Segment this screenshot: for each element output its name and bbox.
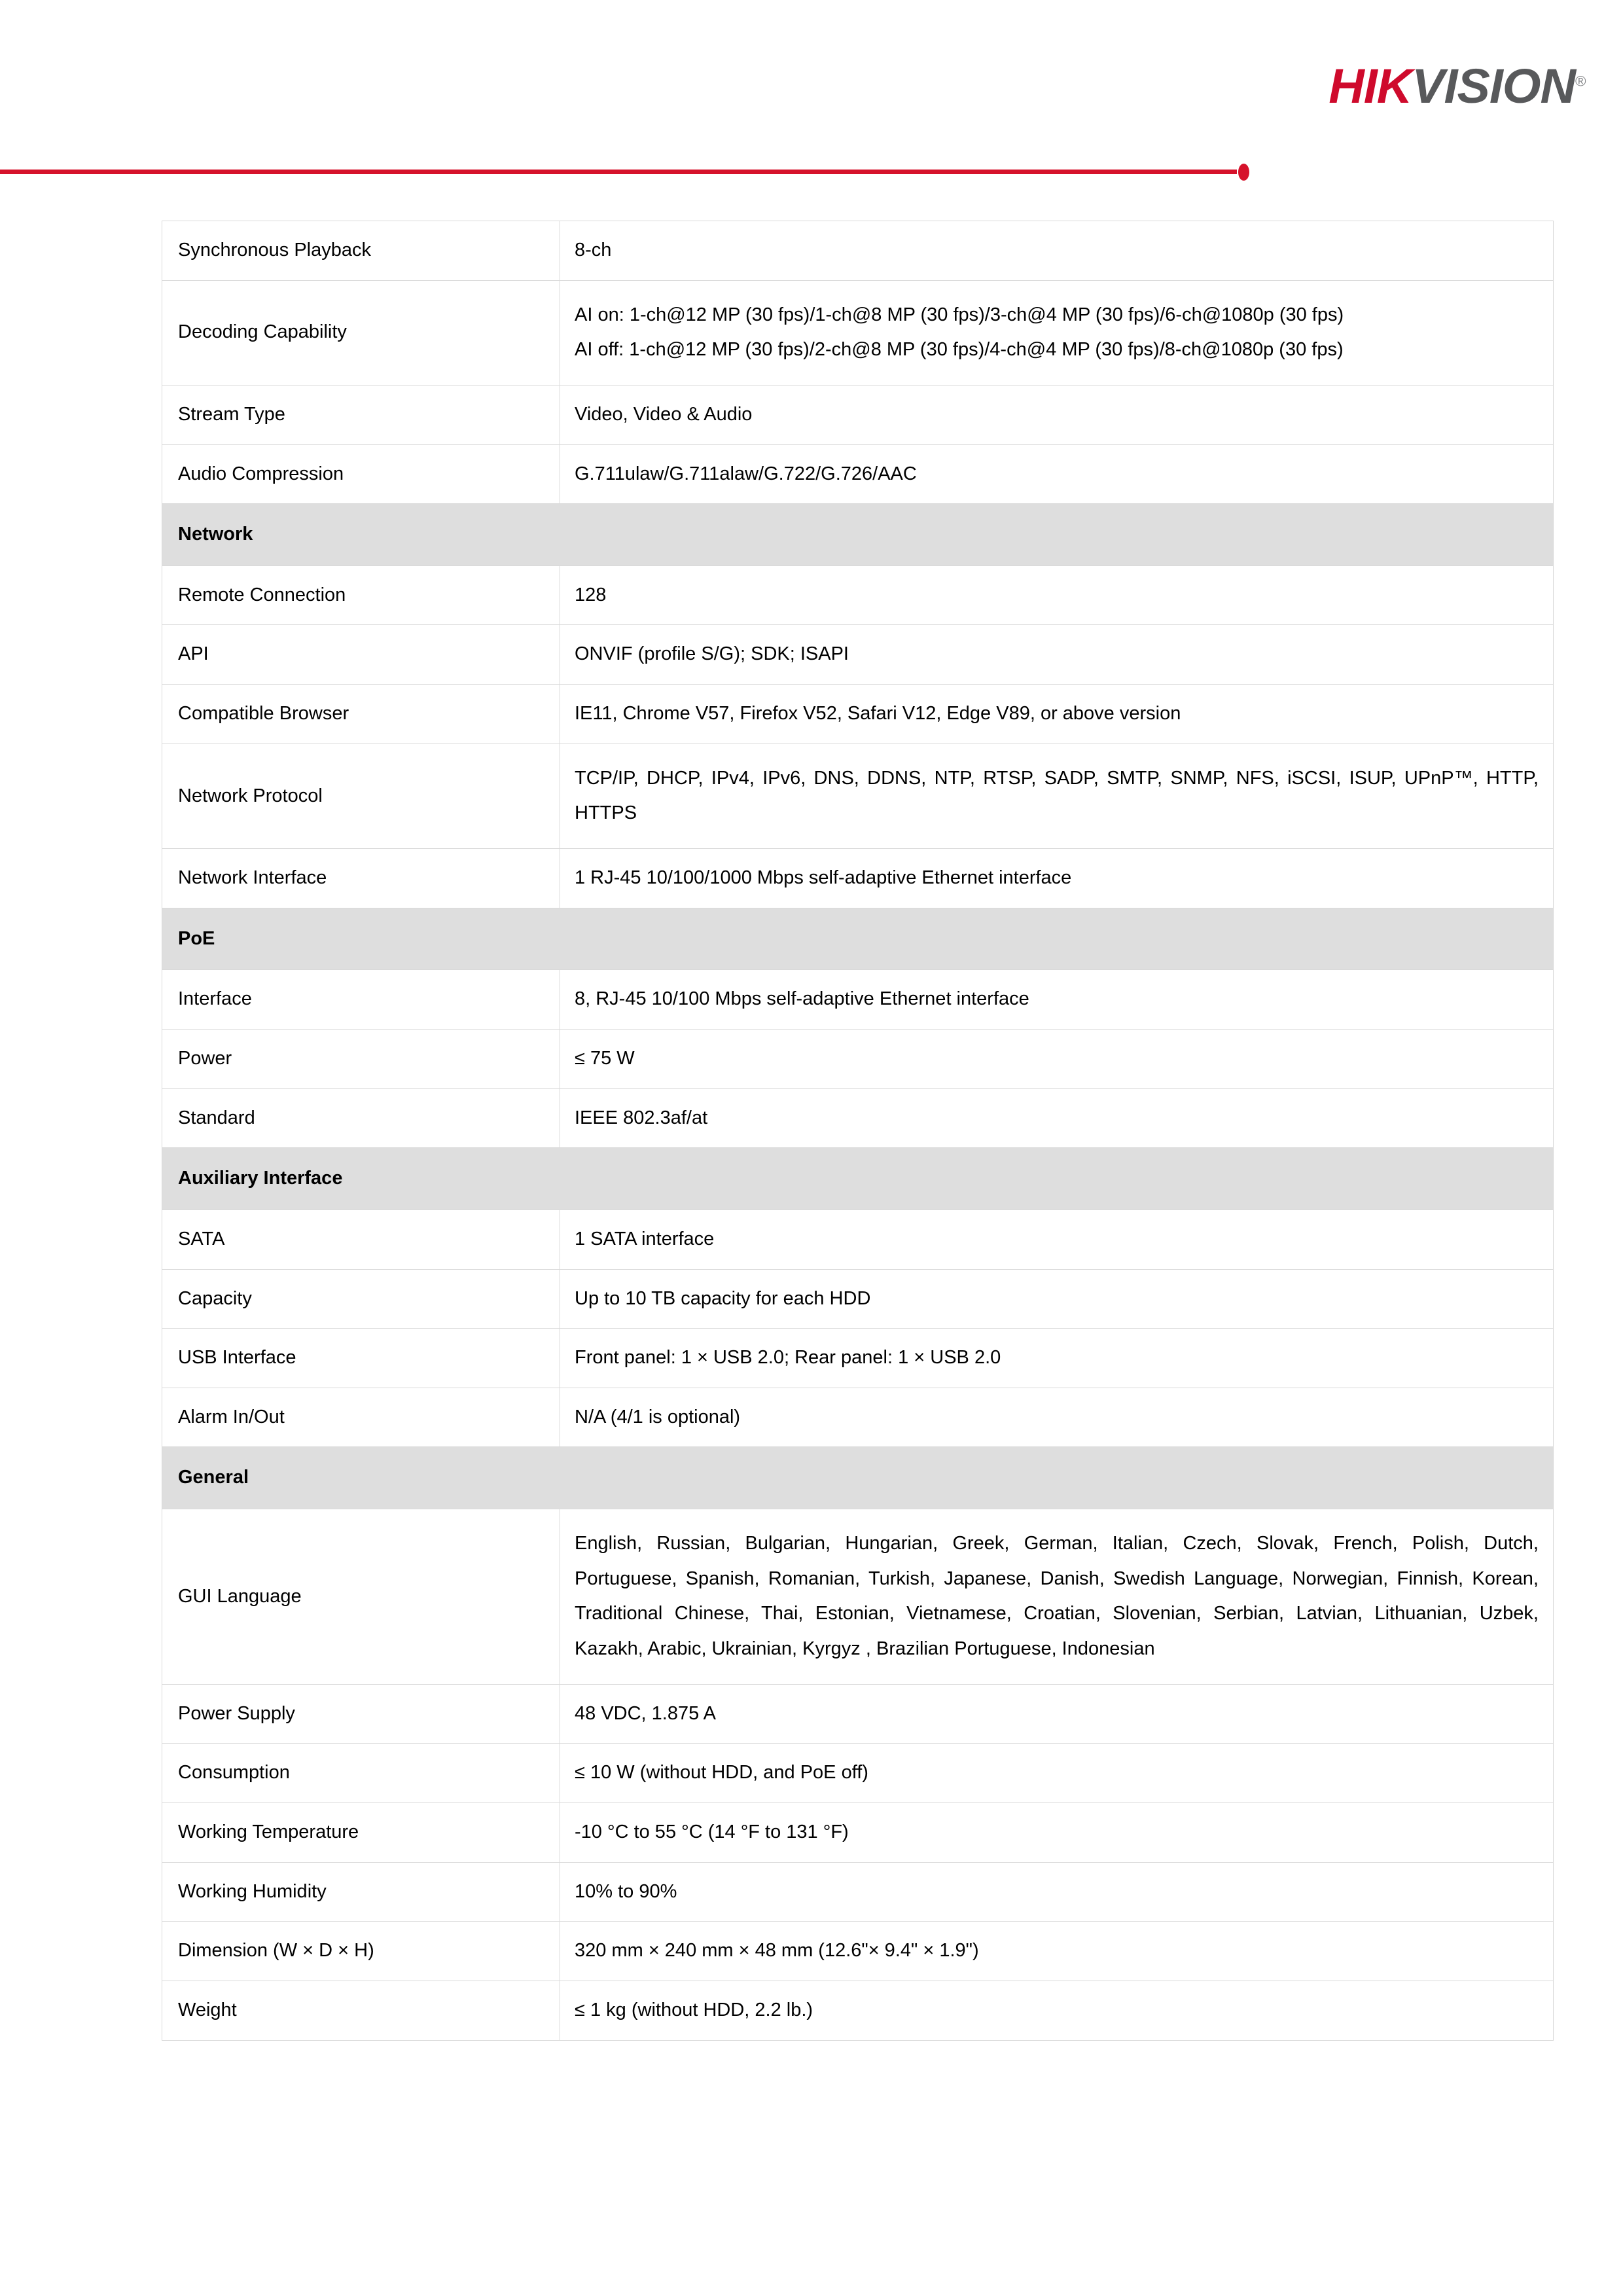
table-row <box>162 1803 1554 1862</box>
table-row <box>162 1922 1554 1981</box>
spec-label: Dimension (W × D × H) <box>162 1922 560 1981</box>
spec-value: -10 °C to 55 °C (14 °F to 131 °F) <box>560 1803 1554 1862</box>
spec-label: USB Interface <box>162 1329 560 1388</box>
hikvision-logo <box>1329 59 1586 113</box>
table-row <box>162 1744 1554 1803</box>
spec-value: N/A (4/1 is optional) <box>560 1388 1554 1447</box>
table-row <box>162 444 1554 504</box>
spec-label: Power Supply <box>162 1684 560 1744</box>
spec-label: Audio Compression <box>162 444 560 504</box>
spec-label: Alarm In/Out <box>162 1388 560 1447</box>
spec-label: Decoding Capability <box>162 280 560 385</box>
spec-value: 8-ch <box>560 221 1554 281</box>
table-row <box>162 385 1554 444</box>
table-row <box>162 1684 1554 1744</box>
registered-trademark-icon: ® <box>1575 73 1586 90</box>
spec-value: ≤ 75 W <box>560 1029 1554 1088</box>
spec-label: Working Temperature <box>162 1803 560 1862</box>
spec-value-line: AI on: 1-ch@12 MP (30 fps)/1-ch@8 MP (30 fps)/3-ch@4 MP (30 fps)/6-ch@1080p (30 fps) <box>575 304 1344 325</box>
header-rule-line <box>0 170 1237 174</box>
spec-label: Compatible Browser <box>162 685 560 744</box>
spec-label: Network Interface <box>162 849 560 908</box>
spec-value: ≤ 10 W (without HDD, and PoE off) <box>560 1744 1554 1803</box>
spec-label: GUI Language <box>162 1509 560 1685</box>
spec-label: Stream Type <box>162 385 560 444</box>
table-row <box>162 744 1554 848</box>
section-header-label: PoE <box>162 908 1554 970</box>
table-row <box>162 565 1554 625</box>
table-row <box>162 1210 1554 1269</box>
spec-value: 128 <box>560 565 1554 625</box>
logo-vision-text: VISION <box>1412 59 1576 113</box>
spec-value: 8, RJ-45 10/100 Mbps self-adaptive Ethernet interface <box>560 970 1554 1030</box>
spec-label: Capacity <box>162 1269 560 1329</box>
spec-label: Synchronous Playback <box>162 221 560 281</box>
section-header-label: General <box>162 1447 1554 1509</box>
spec-label: Interface <box>162 970 560 1030</box>
spec-value <box>560 280 1554 385</box>
spec-value: TCP/IP, DHCP, IPv4, IPv6, DNS, DDNS, NTP, RTSP, SADP, SMTP, SNMP, NFS, iSCSI, ISUP, UPnP™, HTTP, HTTPS <box>560 744 1554 848</box>
header-divider <box>0 162 1623 182</box>
spec-value: 1 RJ-45 10/100/1000 Mbps self-adaptive Ethernet interface <box>560 849 1554 908</box>
logo-hik-text: HIK <box>1329 59 1412 113</box>
spec-label: SATA <box>162 1210 560 1269</box>
table-section-header-row <box>162 1148 1554 1210</box>
table-row <box>162 1329 1554 1388</box>
table-row <box>162 1269 1554 1329</box>
section-header-label: Network <box>162 504 1554 566</box>
spec-value: Front panel: 1 × USB 2.0; Rear panel: 1 × USB 2.0 <box>560 1329 1554 1388</box>
spec-value: English, Russian, Bulgarian, Hungarian, Greek, German, Italian, Czech, Slovak, French, Polish, Dutch, Portuguese, Spanish, Romanian, Turkish, Japanese, Danish, Swedish Language, Norwegian, Finnish, Korean, Traditional Chinese, Thai, Estonian, Vietnamese, Croatian, Slovenian, Serbian, Latvian, Lithuanian, Uzbek, Kazakh, Arabic, Ukrainian, Kyrgyz , Brazilian Portuguese, Indonesian <box>560 1509 1554 1685</box>
spec-value: 48 VDC, 1.875 A <box>560 1684 1554 1744</box>
table-section-header-row <box>162 1447 1554 1509</box>
table-row <box>162 221 1554 281</box>
spec-label: Remote Connection <box>162 565 560 625</box>
table-row <box>162 1388 1554 1447</box>
spec-value: ONVIF (profile S/G); SDK; ISAPI <box>560 625 1554 685</box>
table-section-header-row <box>162 908 1554 970</box>
table-row <box>162 1509 1554 1685</box>
table-row <box>162 280 1554 385</box>
table-row <box>162 1981 1554 2040</box>
page-header <box>0 0 1623 196</box>
spec-value: IE11, Chrome V57, Firefox V52, Safari V12, Edge V89, or above version <box>560 685 1554 744</box>
table-row <box>162 849 1554 908</box>
table-row <box>162 625 1554 685</box>
spec-label: API <box>162 625 560 685</box>
spec-label: Working Humidity <box>162 1862 560 1922</box>
table-row <box>162 1088 1554 1148</box>
table-section-header-row <box>162 504 1554 566</box>
spec-label: Weight <box>162 1981 560 2040</box>
specifications-table <box>162 221 1554 2041</box>
spec-value: 1 SATA interface <box>560 1210 1554 1269</box>
table-row <box>162 970 1554 1030</box>
spec-value: 10% to 90% <box>560 1862 1554 1922</box>
table-row <box>162 1862 1554 1922</box>
spec-value: Video, Video & Audio <box>560 385 1554 444</box>
spec-label: Standard <box>162 1088 560 1148</box>
section-header-label: Auxiliary Interface <box>162 1148 1554 1210</box>
spec-value: 320 mm × 240 mm × 48 mm (12.6"× 9.4" × 1.9") <box>560 1922 1554 1981</box>
spec-value: IEEE 802.3af/at <box>560 1088 1554 1148</box>
spec-label: Power <box>162 1029 560 1088</box>
spec-value-line: AI off: 1-ch@12 MP (30 fps)/2-ch@8 MP (30 fps)/4-ch@4 MP (30 fps)/8-ch@1080p (30 fps) <box>575 339 1344 361</box>
spec-value: G.711ulaw/G.711alaw/G.722/G.726/AAC <box>560 444 1554 504</box>
specifications-table-body <box>162 221 1554 2041</box>
table-row <box>162 685 1554 744</box>
table-row <box>162 1029 1554 1088</box>
spec-label: Consumption <box>162 1744 560 1803</box>
spec-value: ≤ 1 kg (without HDD, 2.2 lb.) <box>560 1981 1554 2040</box>
spec-label: Network Protocol <box>162 744 560 848</box>
header-rule-dot-icon <box>1238 164 1249 181</box>
spec-value: Up to 10 TB capacity for each HDD <box>560 1269 1554 1329</box>
